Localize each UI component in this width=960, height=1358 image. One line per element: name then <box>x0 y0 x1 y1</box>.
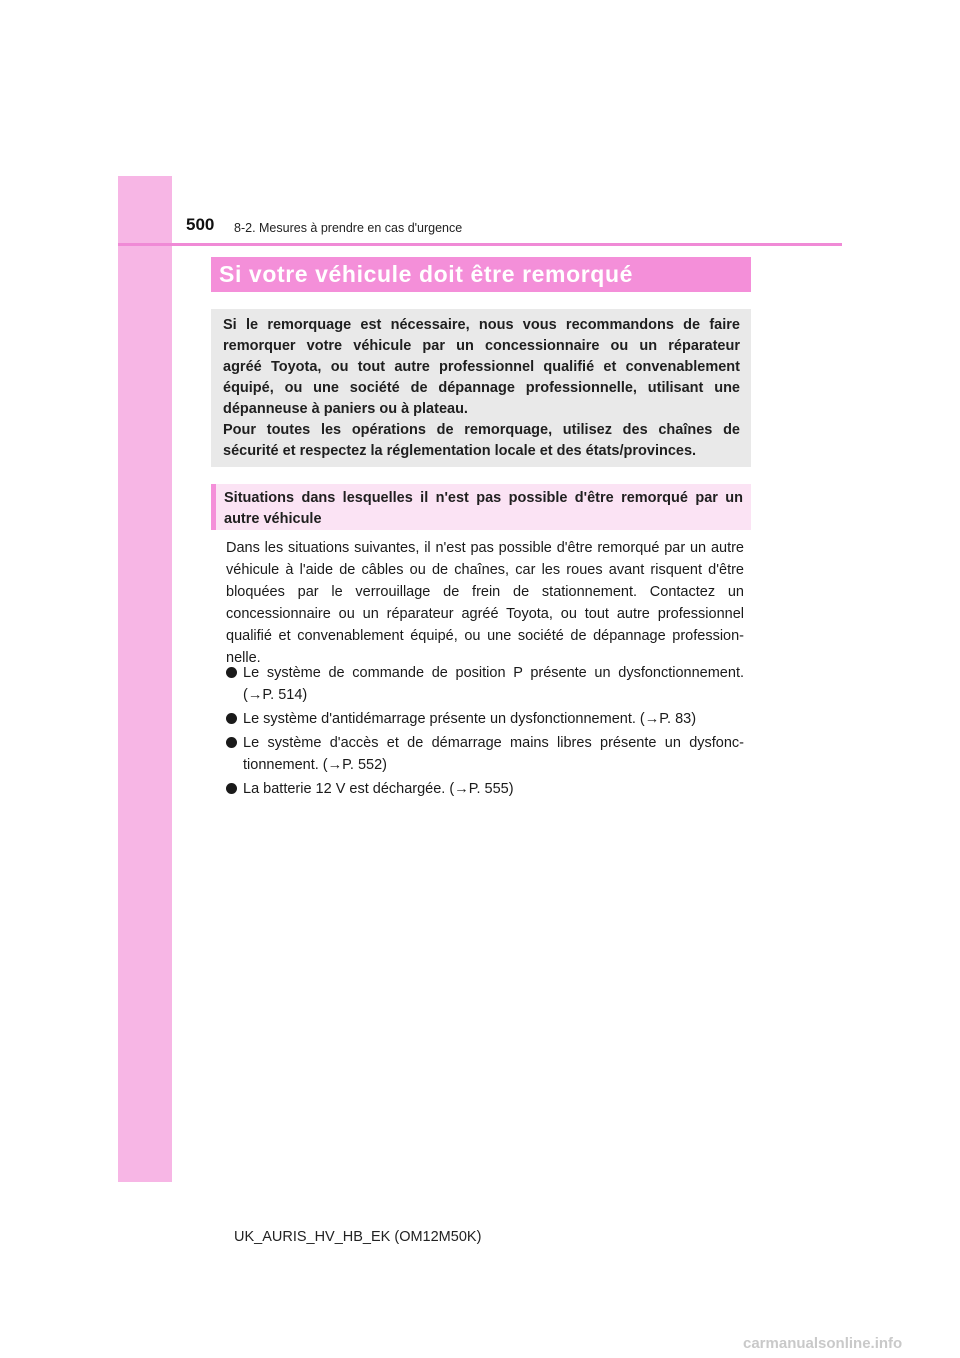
intro-line: sécurité et respectez la réglementation locale et des états/provinces. <box>223 443 697 459</box>
intro-box <box>211 309 751 467</box>
list-item <box>226 778 744 800</box>
section-title: Si votre véhicule doit être remorqué <box>211 257 751 292</box>
page-number: 500 <box>186 215 215 234</box>
bullet-icon <box>226 667 237 678</box>
chapter-side-tab <box>118 176 172 1182</box>
bullet-icon <box>226 737 237 748</box>
subsection-heading-line: Situations dans lesquelles il n'est pas possible d'être remorqué par un <box>224 490 743 506</box>
intro-line: agréé Toyota, ou tout autre professionnel qualifié et convenablement <box>223 359 740 375</box>
subsection-heading <box>211 484 751 530</box>
intro-line: Si le remorquage est nécessaire, nous vous recommandons de faire <box>223 317 740 333</box>
header-divider <box>118 243 842 246</box>
intro-line: dépanneuse à paniers ou à plateau. <box>223 401 468 417</box>
list-item-text: La batterie 12 V est déchargée. (→P. 555) <box>243 781 514 797</box>
list-item-text: Le système d'antidémarrage présente un dysfonctionnement. (→P. 83) <box>243 711 697 727</box>
list-item-text: Le système d'accès et de démarrage mains libres présente un dysfonc-tionnement. (→P. 552) <box>243 735 744 773</box>
list-item-text: Le système de commande de position P présente un dysfonctionnement. (→P. 514) <box>243 665 744 703</box>
header-section-title: 8-2. Mesures à prendre en cas d'urgence <box>234 221 463 235</box>
watermark: carmanualsonline.info <box>743 1335 903 1352</box>
bullet-icon <box>226 713 237 724</box>
bullet-icon <box>226 783 237 794</box>
intro-line: Pour toutes les opérations de remorquage, utilisez des chaînes de <box>223 422 740 438</box>
body-paragraph: Dans les situations suivantes, il n'est pas possible d'être remorqué par un autre véhicule à l'aide de câbles ou de chaînes, car les roues avant risquent d'être bloquées par le verrouillage de frein de stationnement. Contactez un concessionnaire ou un réparateur agréé Toyota, ou tout autre professionnel qualifié et convenablement équipé, ou une société de dépannage profession-nelle. <box>226 540 744 666</box>
list-item <box>226 662 744 706</box>
footer-model-code: UK_AURIS_HV_HB_EK (OM12M50K) <box>234 1229 482 1245</box>
intro-line: équipé, ou une société de dépannage professionnelle, utilisant une <box>223 380 740 396</box>
subsection-heading-line: autre véhicule <box>224 511 322 527</box>
bullet-list <box>226 662 744 802</box>
list-item <box>226 708 744 730</box>
list-item <box>226 732 744 776</box>
intro-line: remorquer votre véhicule par un concessionnaire ou un réparateur <box>223 338 740 354</box>
